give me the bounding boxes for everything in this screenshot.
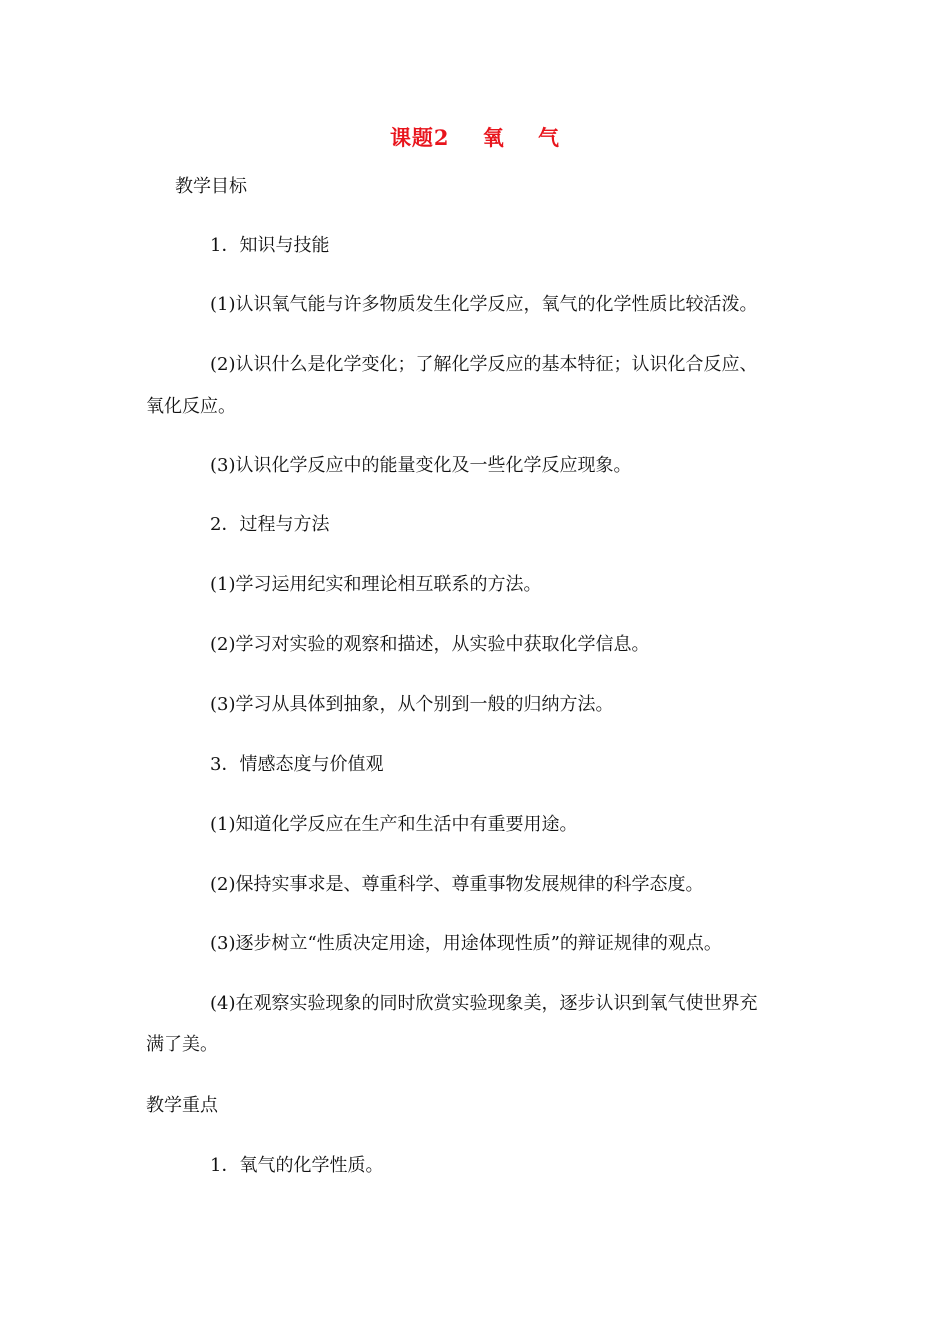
key-points-item-1: 1．氧气的化学性质。 <box>210 1155 384 1176</box>
knowledge-item-3: (3)认识化学反应中的能量变化及一些化学反应现象。 <box>210 455 632 476</box>
knowledge-heading: 1．知识与技能 <box>210 235 330 256</box>
objectives-heading: 教学目标 <box>175 176 247 197</box>
process-item-2: (2)学习对实验的观察和描述，从实验中获取化学信息。 <box>210 634 650 655</box>
process-heading: 2．过程与方法 <box>210 514 330 535</box>
emotion-item-4: (4)在观察实验现象的同时欣赏实验现象美，逐步认识到氧气使世界充 <box>210 993 758 1014</box>
emotion-item-4-continued: 满了美。 <box>146 1034 218 1055</box>
key-points-heading: 教学重点 <box>146 1095 218 1116</box>
process-item-1: (1)学习运用纪实和理论相互联系的方法。 <box>210 574 542 595</box>
emotion-item-3: (3)逐步树立“性质决定用途，用途体现性质”的辩证规律的观点。 <box>210 933 722 954</box>
process-item-3: (3)学习从具体到抽象，从个别到一般的归纳方法。 <box>210 694 614 715</box>
knowledge-item-2: (2)认识什么是化学变化；了解化学反应的基本特征；认识化合反应、 <box>210 354 758 375</box>
knowledge-item-1: (1)认识氧气能与许多物质发生化学反应，氧气的化学性质比较活泼。 <box>210 294 758 315</box>
emotion-heading: 3．情感态度与价值观 <box>210 754 384 775</box>
knowledge-item-2-continued: 氧化反应。 <box>146 396 236 417</box>
emotion-item-1: (1)知道化学反应在生产和生活中有重要用途。 <box>210 814 578 835</box>
lesson-title: 课题2 氧 气 <box>389 125 561 150</box>
emotion-item-2: (2)保持实事求是、尊重科学、尊重事物发展规律的科学态度。 <box>210 874 704 895</box>
